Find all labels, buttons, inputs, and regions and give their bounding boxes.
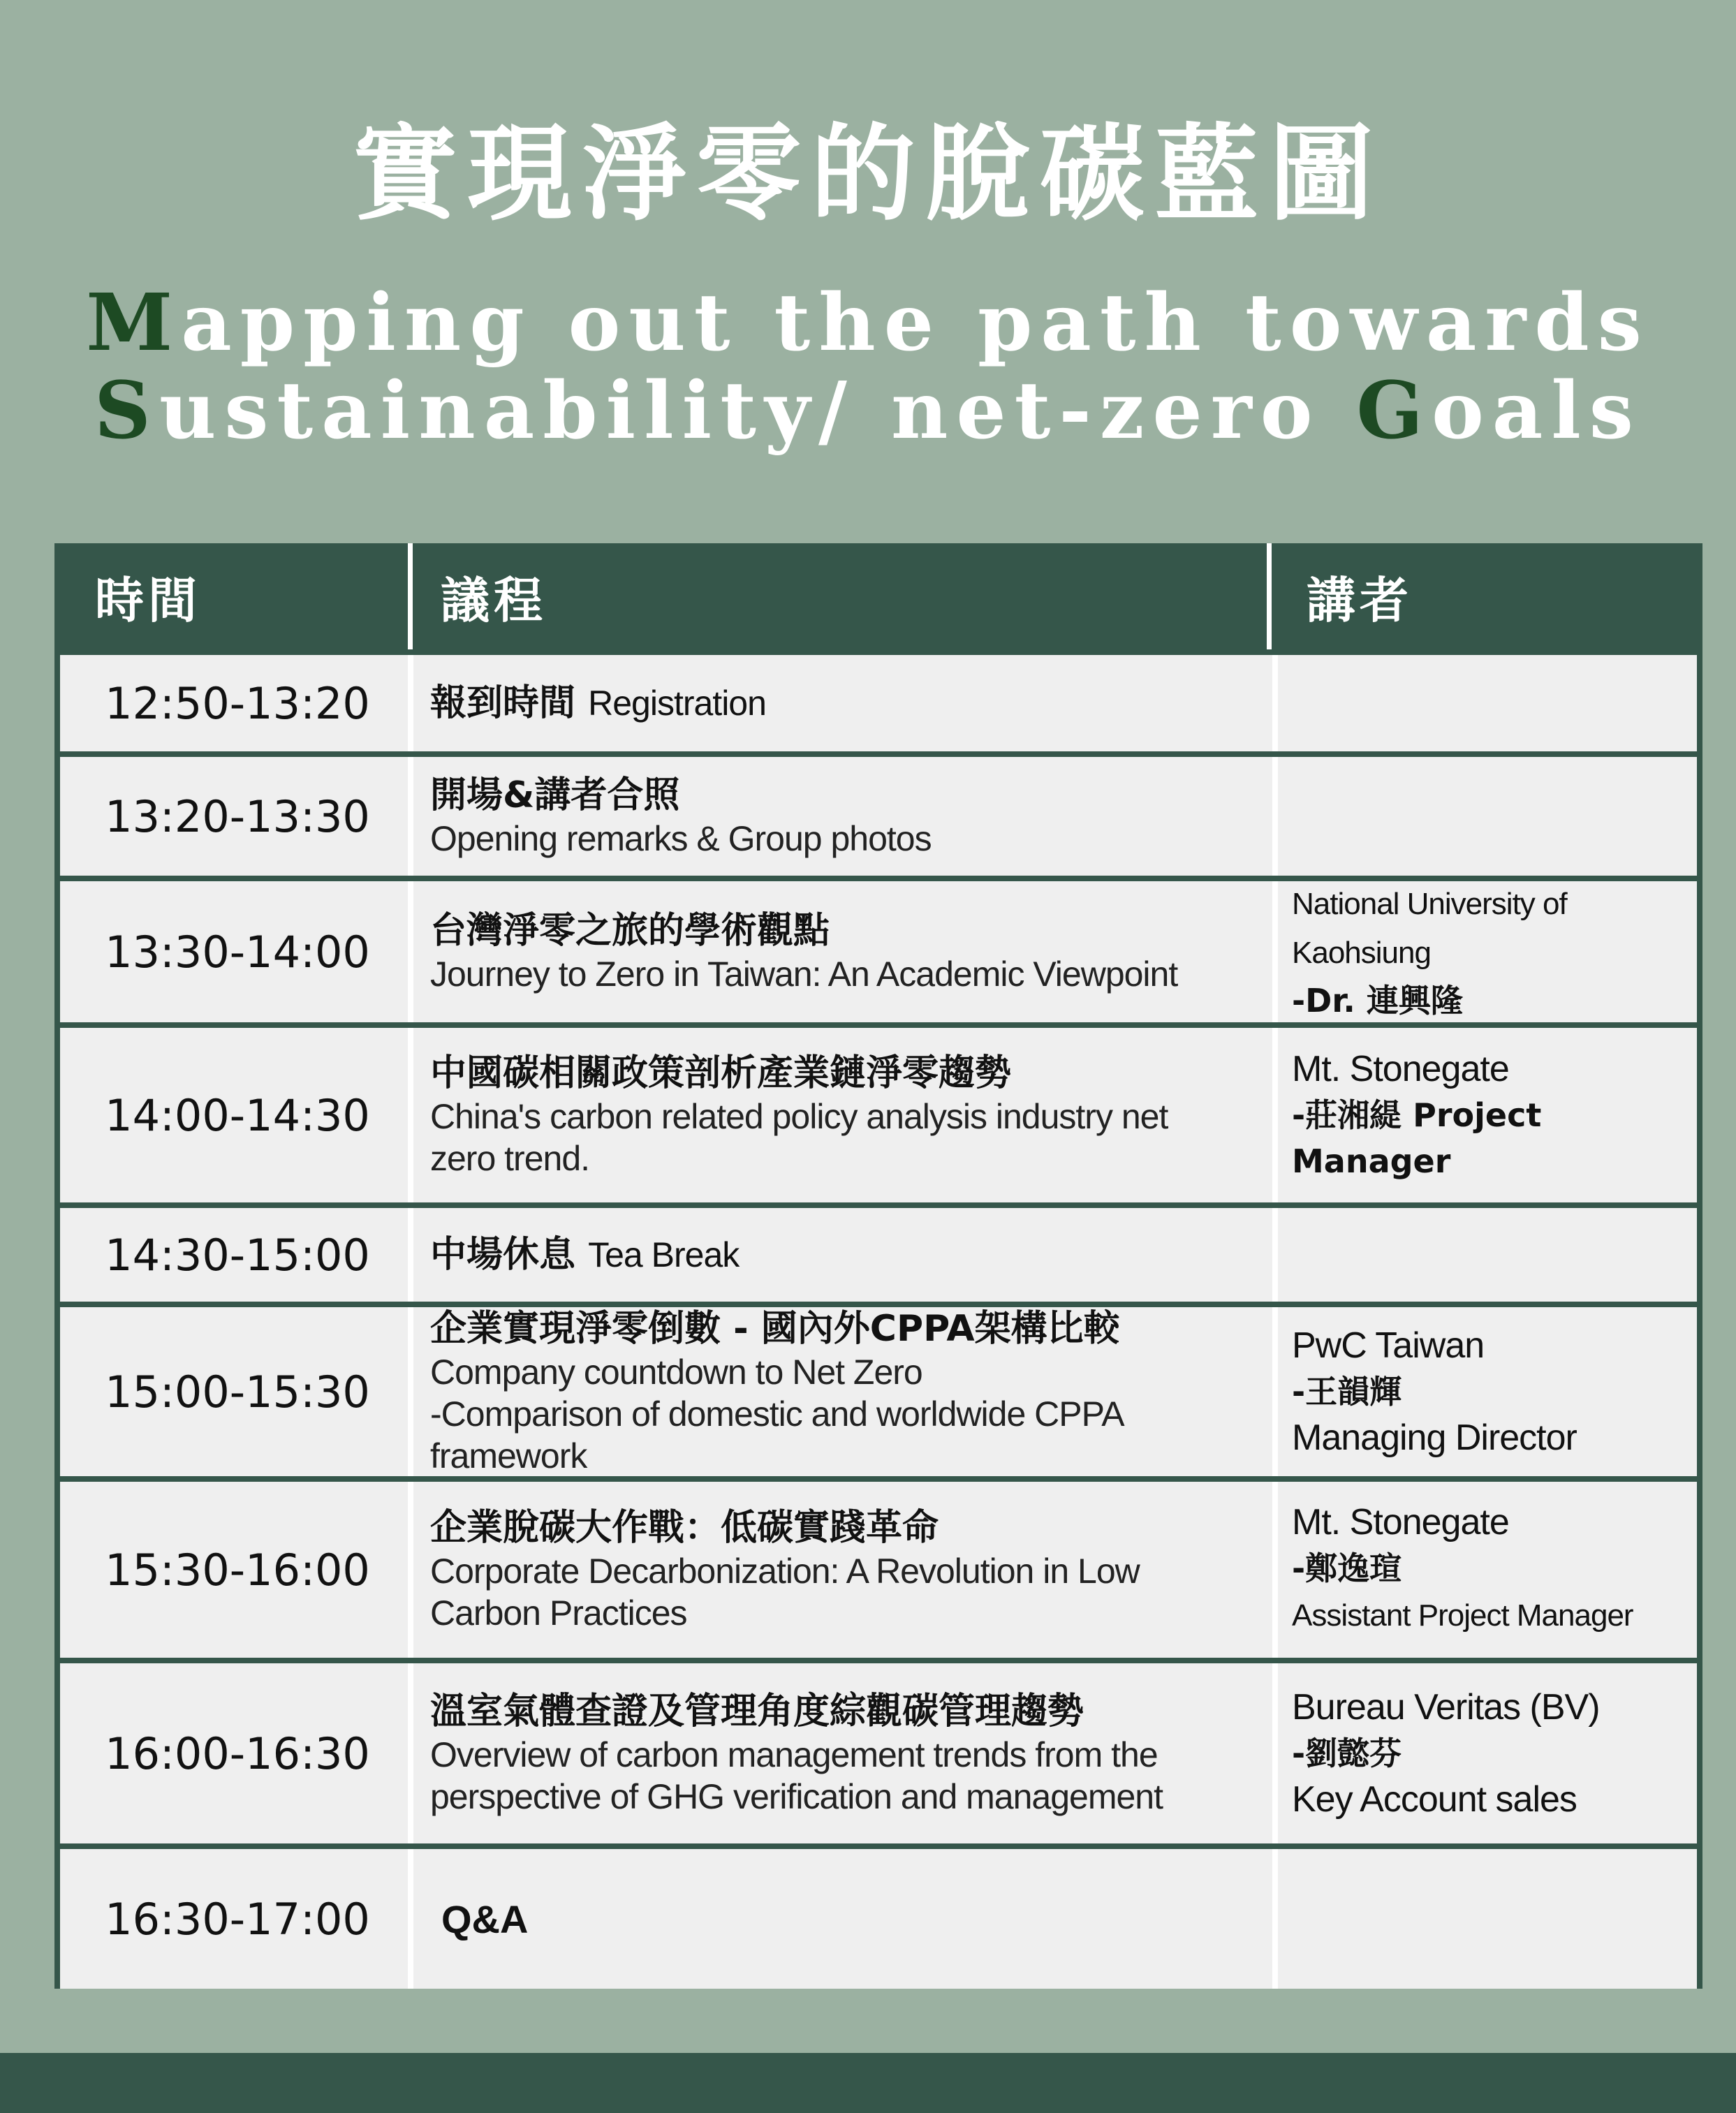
- subtitle-text: ustainability/ net-zero: [159, 365, 1357, 457]
- subtitle-text: apping out the path towards: [181, 277, 1650, 369]
- agenda-cell: [413, 1028, 1272, 1202]
- speaker-org: Assistant Project Manager: [1292, 1598, 1633, 1633]
- agenda-cell: [413, 1849, 1272, 1989]
- speaker-cell: [1278, 1307, 1697, 1476]
- agenda-title: Q&A: [441, 1897, 529, 1941]
- time-cell: 13:20-13:30: [60, 757, 408, 876]
- agenda-title-zh: [430, 1051, 1265, 1096]
- speaker-org: Managing Director: [1292, 1418, 1577, 1458]
- agenda-title-zh-text: 溫室氣體查證及管理角度綜觀碳管理趨勢: [430, 1691, 1084, 1732]
- table-row: [60, 1208, 1697, 1302]
- header-time: 時間: [95, 571, 201, 629]
- agenda-title-zh-text: 企業脫碳大作戰：低碳實踐革命: [430, 1507, 939, 1549]
- subtitle-initial-letter: G: [1356, 365, 1432, 457]
- speaker-cell: [1278, 1482, 1697, 1658]
- agenda-title-en: Company countdown to Net Zero: [430, 1353, 922, 1392]
- time-cell: 12:50-13:20: [60, 655, 408, 751]
- table-row: [60, 655, 1697, 751]
- subtitle-text: oals: [1432, 365, 1642, 457]
- agenda-title-zh: [430, 1505, 1265, 1550]
- subtitle-initial-letter: S: [94, 365, 159, 457]
- speaker-org: National University of Kaohsiung: [1292, 887, 1567, 970]
- agenda-title-en: Corporate Decarbonization: A Revolution in Low: [430, 1552, 1140, 1591]
- agenda-title-zh-text: 開場&講者合照: [430, 774, 680, 816]
- agenda-title-zh: [430, 681, 1265, 726]
- time-cell: 14:00-14:30: [60, 1028, 408, 1202]
- speaker-cell: [1278, 881, 1697, 1022]
- time-cell: 16:00-16:30: [60, 1663, 408, 1843]
- speaker-cell: [1278, 1208, 1697, 1302]
- agenda-title-en: Overview of carbon management trends from the: [430, 1735, 1158, 1774]
- speaker-name: -王韻輝: [1292, 1373, 1402, 1411]
- agenda-title-zh: [430, 773, 1265, 818]
- time-cell: 13:30-14:00: [60, 881, 408, 1022]
- agenda-cell: [413, 1307, 1272, 1476]
- table-row: [60, 1307, 1697, 1476]
- header-speaker: 講者: [1267, 543, 1697, 649]
- speaker-org: Key Account sales: [1292, 1779, 1577, 1820]
- agenda-cell: [413, 1208, 1272, 1302]
- time-cell: 15:00-15:30: [60, 1307, 408, 1476]
- speaker-cell: [1278, 655, 1697, 751]
- agenda-cell: [413, 1482, 1272, 1658]
- table-body: [60, 649, 1697, 1989]
- agenda-title-en: Journey to Zero in Taiwan: An Academic Viewpoint: [430, 955, 1178, 994]
- speaker-org: PwC Taiwan: [1292, 1325, 1485, 1366]
- time-cell: 14:30-15:00: [60, 1208, 408, 1302]
- table-row: [60, 1663, 1697, 1843]
- header-agenda: 議程: [408, 543, 1267, 649]
- agenda-title-en: zero trend.: [430, 1139, 590, 1178]
- agenda-title-en: Registration: [588, 684, 766, 723]
- table-row: [60, 757, 1697, 876]
- speaker-cell: [1278, 757, 1697, 876]
- table-row: [60, 1482, 1697, 1658]
- speaker-cell: [1278, 1663, 1697, 1843]
- agenda-title-en: -Comparison of domestic and worldwide CPPA framework: [430, 1394, 1122, 1475]
- agenda-title-zh: [430, 1306, 1265, 1351]
- speaker-name: -Dr. 連興隆: [1292, 982, 1463, 1019]
- speaker-org: Mt. Stonegate: [1292, 1049, 1509, 1089]
- table-row: [60, 881, 1697, 1022]
- speaker-cell: [1278, 1028, 1697, 1202]
- speaker-name: -莊湘緹 Project Manager: [1292, 1096, 1542, 1180]
- agenda-title-zh: [430, 908, 1265, 953]
- agenda-title-zh-text: 中場休息: [430, 1234, 576, 1276]
- footer-bar: [0, 2053, 1736, 2113]
- agenda-title-zh-text: 企業實現淨零倒數 - 國內外CPPA架構比較: [430, 1308, 1120, 1350]
- schedule-table: [54, 543, 1702, 1989]
- speaker-name: -鄭逸瑄: [1292, 1549, 1402, 1587]
- agenda-cell: [413, 881, 1272, 1022]
- agenda-title-en: Carbon Practices: [430, 1593, 687, 1633]
- speaker-cell: [1278, 1849, 1697, 1989]
- agenda-title-zh-text: 台灣淨零之旅的學術觀點: [430, 910, 830, 952]
- agenda-cell: [413, 757, 1272, 876]
- agenda-title-en: Tea Break: [588, 1235, 740, 1274]
- table-row: [60, 1849, 1697, 1989]
- speaker-org: Bureau Veritas (BV): [1292, 1687, 1600, 1728]
- agenda-title-zh: [430, 1689, 1265, 1734]
- agenda-cell: [413, 1663, 1272, 1843]
- speaker-org: Mt. Stonegate: [1292, 1502, 1509, 1543]
- subtitle-initial-letter: M: [86, 277, 182, 369]
- subtitle-line-1: [0, 279, 1736, 367]
- time-cell: 15:30-16:00: [60, 1482, 408, 1658]
- agenda-title-en: Opening remarks & Group photos: [430, 819, 932, 858]
- agenda-title-zh-text: 中國碳相關政策剖析產業鏈淨零趨勢: [430, 1052, 1012, 1094]
- page-subtitle: [0, 279, 1736, 455]
- agenda-cell: [413, 655, 1272, 751]
- speaker-name: -劉懿芬: [1292, 1735, 1402, 1772]
- time-cell: 16:30-17:00: [60, 1849, 408, 1989]
- agenda-title-en: perspective of GHG verification and management: [430, 1777, 1163, 1816]
- page-title: 實現淨零的脫碳藍圖: [352, 114, 1383, 235]
- table-row: [60, 1028, 1697, 1202]
- agenda-title-zh-text: 報到時間: [430, 682, 576, 724]
- subtitle-line-2: [0, 367, 1736, 455]
- agenda-title-en: China's carbon related policy analysis industry net: [430, 1097, 1168, 1136]
- agenda-title-zh: [430, 1232, 1265, 1277]
- table-header: [60, 543, 1697, 649]
